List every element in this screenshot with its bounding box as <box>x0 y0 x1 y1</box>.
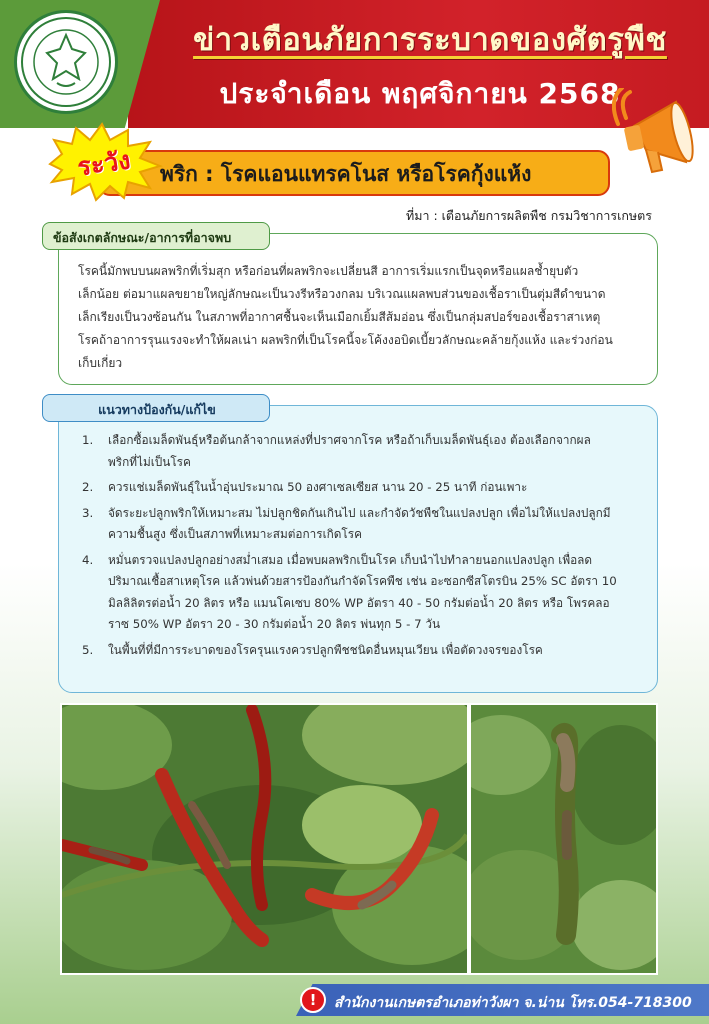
list-line: ในพื้นที่ที่มีการระบาดของโรครุนแรงควรปลูกพืชชนิดอื่นหมุนเวียน เพื่อตัดวงจรของโรค <box>108 642 543 657</box>
list-line: หมั่นตรวจแปลงปลูกอย่างสม่ำเสมอ เมื่อพบผลพริกเป็นโรค เก็บนำไปทำลายนอกแปลงปลูก เพื่อลด <box>108 552 593 567</box>
symptoms-text <box>78 260 650 375</box>
symptoms-line: เล็กน้อย ต่อมาแผลขยายใหญ่ลักษณะเป็นวงรีหรือวงกลม บริเวณแผลพบส่วนของเชื้อราเป็นตุ่มสีดำขนาด <box>78 287 606 301</box>
list-item <box>82 477 648 499</box>
list-line: ความชื้นสูง ซึ่งเป็นสภาพที่เหมาะสมต่อการเกิดโรค <box>108 527 362 541</box>
symptoms-heading-tab <box>42 222 270 250</box>
symptoms-line: เล็กเรียงเป็นวงซ้อนกัน ในสภาพที่อากาศชื้นจะเห็นเมือกเยิ้มสีส้มอ่อน ซึ่งเป็นกลุ่มสปอร์ของเชื้อราสาเหตุ <box>78 310 601 324</box>
symptoms-line: โรคนี้มักพบบนผลพริกที่เริ่มสุก หรือก่อนที่ผลพริกจะเปลี่ยนสี อาการเริ่มแรกเป็นจุดหรือแผลช้ำยุบตัว <box>78 264 579 278</box>
shriveled-chili-photo <box>471 705 656 973</box>
disease-title: พริก : โรคแอนแทรคโนส หรือโรคกุ้งแห้ง <box>160 162 532 186</box>
list-number: 1. <box>82 433 94 447</box>
list-item <box>82 640 648 662</box>
prevention-heading: แนวทางป้องกัน/แก้ไข <box>98 402 216 417</box>
list-item <box>82 430 648 473</box>
caution-badge-text: ระวัง <box>75 145 133 182</box>
list-number: 5. <box>82 642 94 657</box>
list-number: 4. <box>82 552 94 567</box>
megaphone-icon <box>612 88 702 184</box>
list-line: จัดระยะปลูกพริกให้เหมาะสม ไม่ปลูกชิดกันเกินไป และกำจัดวัชพืชในแปลงปลูก เพื่อไม่ให้แปลงปลูกมี <box>108 505 611 520</box>
office-contact: สำนักงานเกษตรอำเภอท่าวังผา จ.น่าน โทร.054-718300 <box>334 995 692 1011</box>
prevention-heading-tab <box>42 394 270 422</box>
bulletin-title: ข่าวเตือนภัยการระบาดของศัตรูพืช <box>193 22 667 58</box>
list-line: มิลลิลิตรต่อน้ำ 20 ลิตร หรือ แมนโคเซบ 80% WP อัตรา 40 - 50 กรัมต่อน้ำ 20 ลิตร หรือ โพรคลอ <box>108 595 610 610</box>
bulletin-month: ประจำเดือน พฤศจิกายน 2568 <box>219 77 621 110</box>
list-number: 2. <box>82 480 94 494</box>
list-number: 3. <box>82 505 94 520</box>
list-item <box>82 503 648 546</box>
symptoms-heading: ข้อสังเกตลักษณะ/อาการที่อาจพบ <box>53 230 232 245</box>
symptoms-line: เก็บเกี่ยว <box>78 356 123 370</box>
source-credit: ที่มา : เตือนภัยการผลิตพืช กรมวิชาการเกษตร <box>405 208 652 223</box>
list-line: ราซ 50% WP อัตรา 20 - 30 กรัมต่อน้ำ 20 ลิตร พ่นทุก 5 - 7 วัน <box>108 617 441 631</box>
list-line: ควรแช่เมล็ดพันธุ์ในน้ำอุ่นประมาณ 50 องศาเซลเซียส นาน 20 - 25 นาที ก่อนเพาะ <box>108 480 528 494</box>
list-line: พริกที่ไม่เป็นโรค <box>108 454 191 469</box>
list-line: เลือกซื้อเมล็ดพันธุ์หรือต้นกล้าจากแหล่งที่ปราศจากโรค หรือถ้าเก็บเมล็ดพันธุ์เอง ต้องเลือกจากผล <box>108 433 591 447</box>
department-seal-logo <box>14 10 118 114</box>
alert-icon: ! <box>300 987 326 1013</box>
infected-chili-photo-cluster <box>62 705 467 973</box>
list-line: ปริมาณเชื้อสาเหตุโรค แล้วพ่นด้วยสารป้องกันกำจัดโรคพืช เช่น อะซอกซีสโตรบิน 25% SC อัตรา 10 <box>108 574 617 588</box>
list-item <box>82 550 648 636</box>
prevention-list <box>82 430 648 665</box>
symptoms-line: โรคถ้าอาการรุนแรงจะทำให้ผลเน่า ผลพริกที่เป็นโรคนี้จะโค้งงอบิดเบี้ยวลักษณะคล้ายกุ้งแห้ง และร่วงก่อน <box>78 333 613 347</box>
